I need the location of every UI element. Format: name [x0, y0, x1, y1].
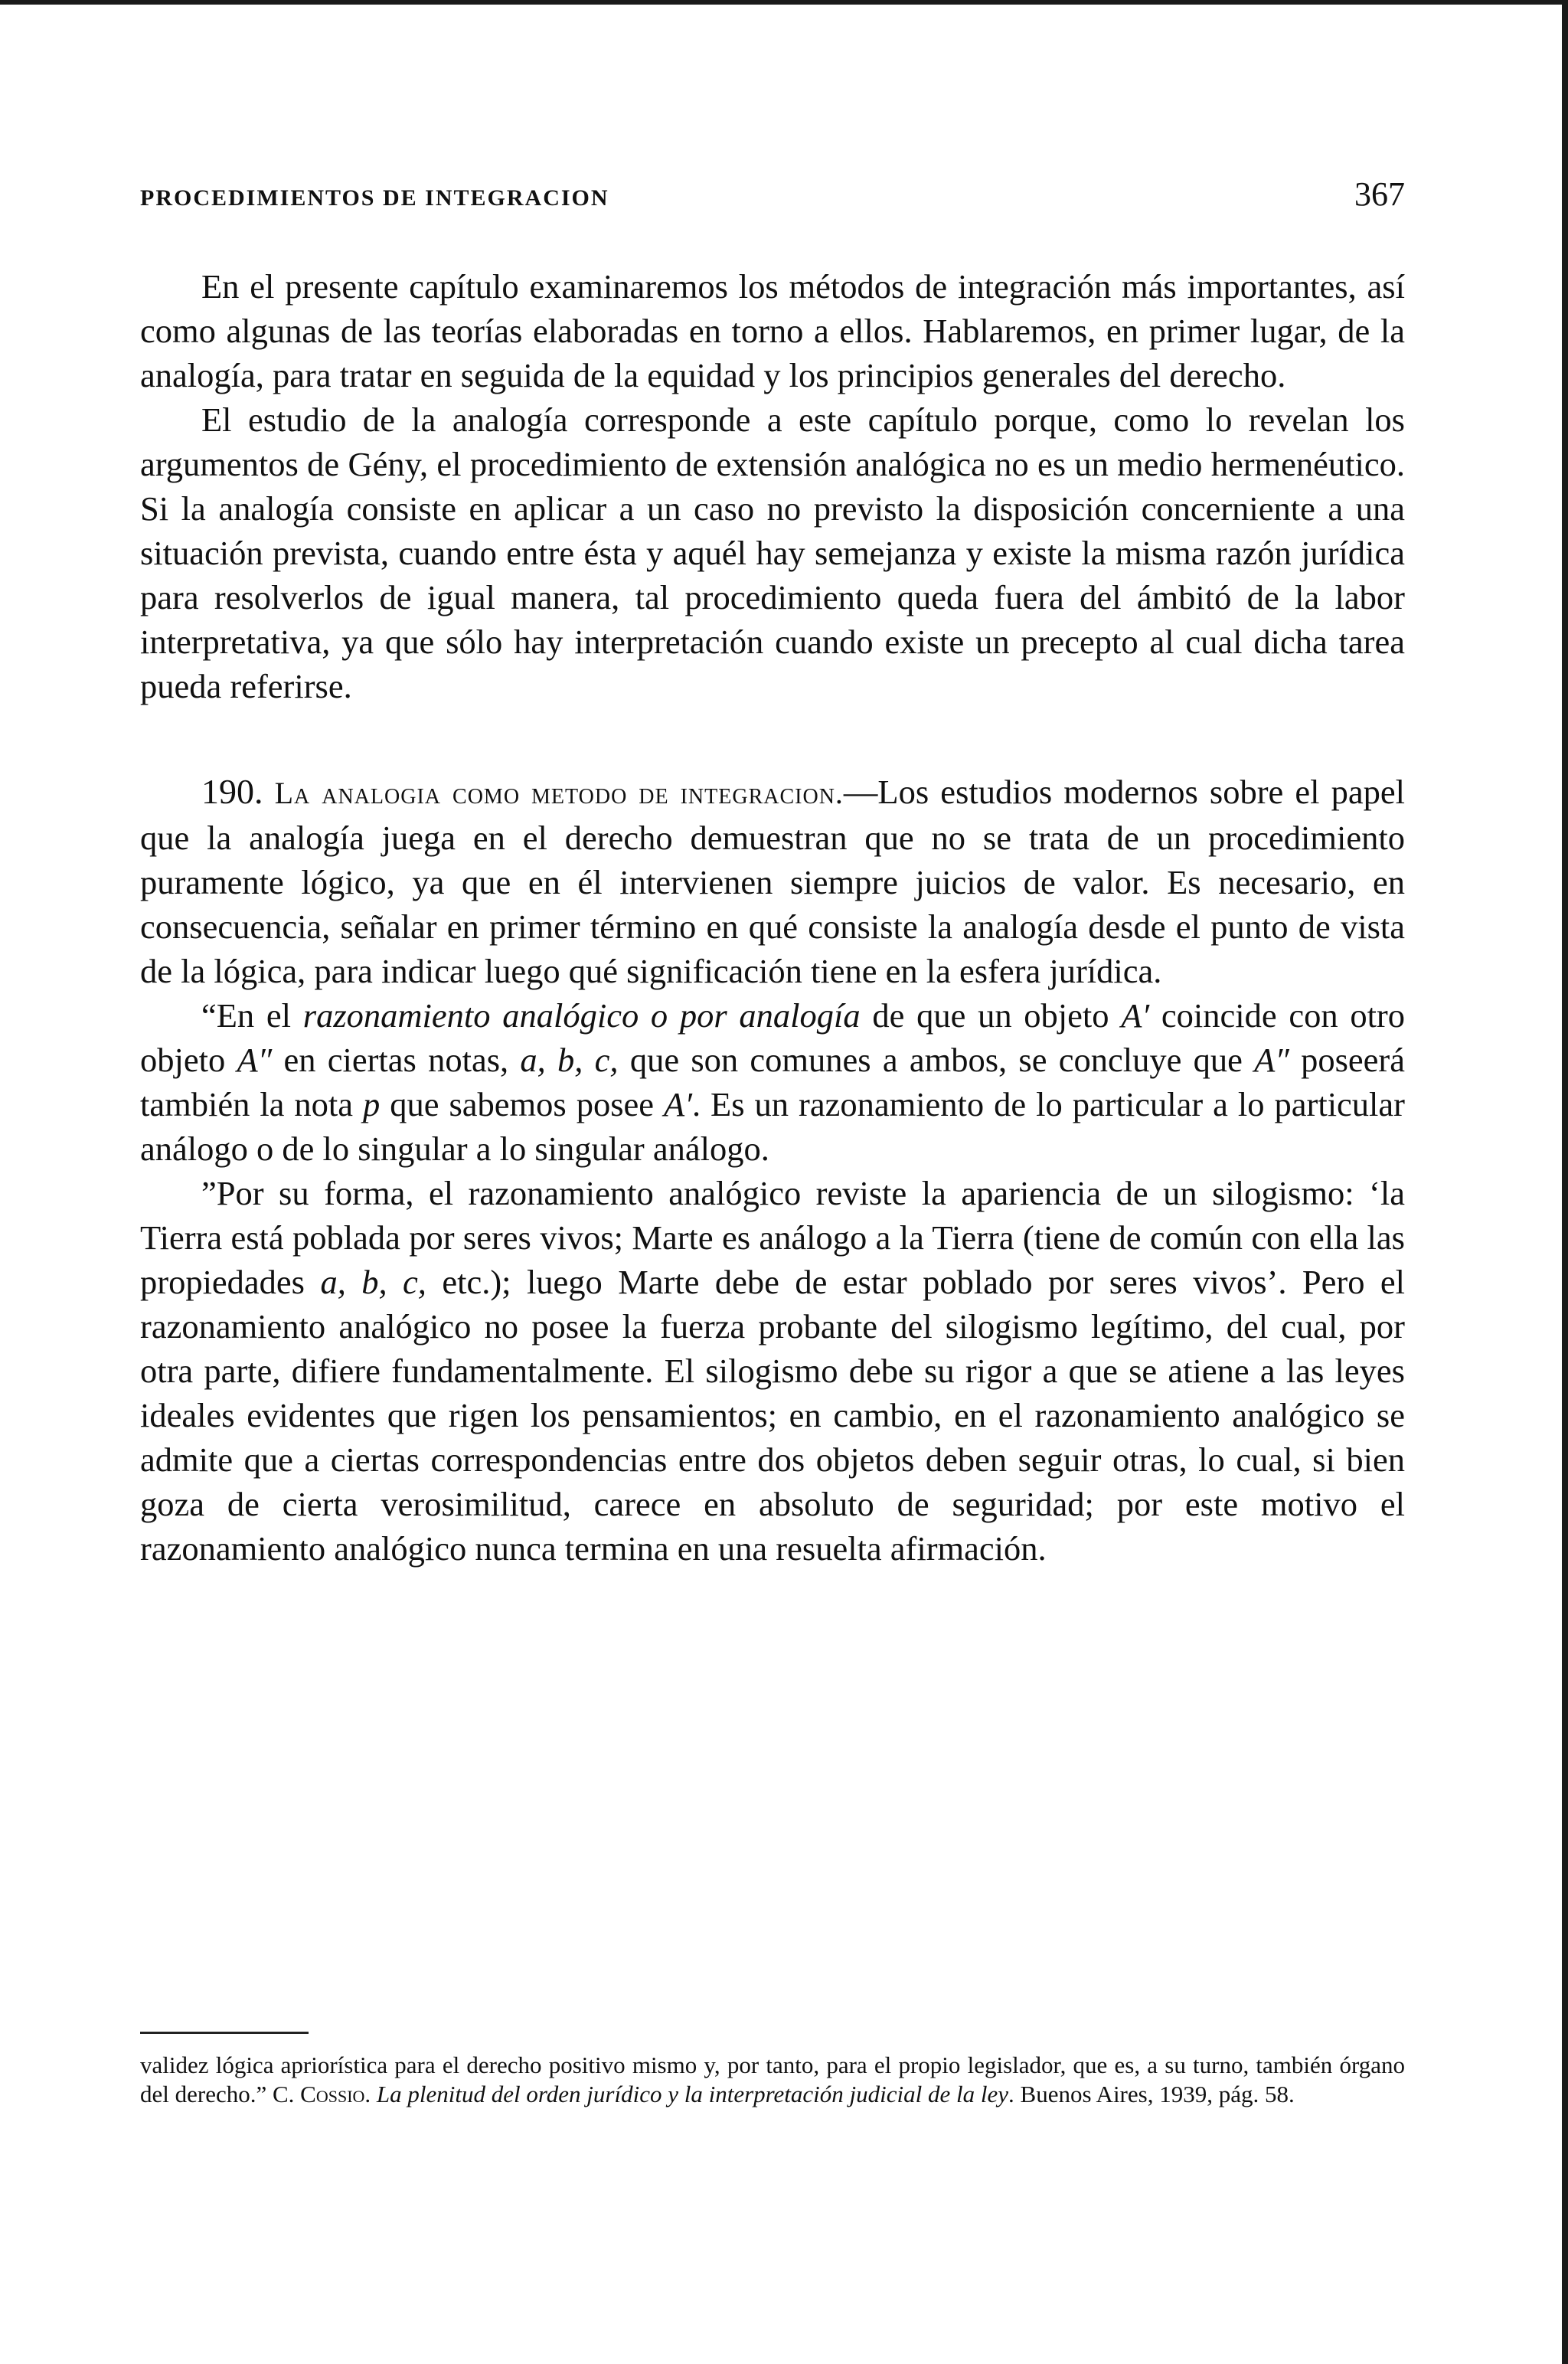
text-run: coincide con otro objeto: [140, 996, 1405, 1079]
page-edge-right: [1562, 0, 1568, 2364]
paragraph-quote-1: [140, 993, 1405, 1171]
footnote-rule: [140, 2032, 309, 2034]
text-run: . Es un razonamiento de lo particular a lo particular análogo o de lo singular a lo singular análogo.: [140, 1085, 1405, 1168]
main-text: [140, 264, 1405, 1571]
text-run: poseerá también la nota: [140, 1041, 1405, 1123]
text-run: validez lógica apriorística para el derecho positivo mismo y, por tanto, para el propio legislador, que es, a su turno, también órgano del derecho.” C.: [140, 2052, 1405, 2107]
italic-symbol: A′: [1121, 996, 1150, 1035]
text-run: que sabemos posee: [380, 1085, 665, 1123]
text-run: “En el: [201, 996, 303, 1035]
text-run: en ciertas notas,: [272, 1041, 521, 1079]
paragraph-analogy-study: El estudio de la analogía corresponde a este capítulo porque, como lo revelan los argumentos de Gény, el procedimiento de extensión analógica no es un medio hermenéutico. Si la analogía consiste en aplicar a un caso no previsto la disposición concerniente a una situación prevista, cuando entre ésta y aquél hay semejanza y existe la misma razón jurídica para resolverlos de igual manera, tal procedimiento queda fuera del ámbitó de la labor interpretativa, ya que sólo hay interpretación cuando existe un precepto al cual dicha tarea pueda referirse.: [140, 401, 1405, 705]
book-title: La plenitud del orden jurídico y la interpretación judicial de la ley: [376, 2081, 1009, 2107]
italic-term: razonamiento analógico o por analogía: [302, 996, 861, 1035]
section-190: [140, 770, 1405, 993]
italic-symbol: p: [363, 1085, 381, 1123]
page-number: 367: [1354, 175, 1405, 213]
italic-symbol: A″: [237, 1041, 273, 1079]
running-head: PROCEDIMIENTOS DE INTEGRACION: [140, 185, 609, 211]
italic-symbol: a, b, c,: [320, 1263, 426, 1301]
section-number: 190.: [201, 772, 263, 811]
page-edge-top: [0, 0, 1568, 5]
section-title: La analogia como metodo de integracion.: [274, 776, 844, 810]
text-run: etc.); luego Marte debe de estar poblado por seres vivos’. Pero el razonamiento analógico no posee la fuerza probante del silogismo legítimo, del cual, por otra parte, difiere fundamentalmente. El silogismo debe su rigor a que se atiene a las leyes ideales evidentes que rigen los pensamientos; en cambio, en el razonamiento analógico se admite que a ciertas correspondencias entre dos objetos deben seguir otras, lo cual, si bien goza de cierta verosimilitud, carece en absoluto de seguridad; por este motivo el razonamiento analógico nunca termina en una resuelta afirmación.: [140, 1263, 1405, 1568]
italic-symbol: a, b, c,: [520, 1041, 619, 1079]
text-run: que son comunes a ambos, se concluye que: [618, 1041, 1255, 1079]
footnote: [140, 2051, 1405, 2109]
page-header: [140, 175, 1405, 214]
paragraph-intro: En el presente capítulo examinaremos los métodos de integración más importantes, así como algunas de las teorías elaboradas en torno a ellos. Hablaremos, en primer lugar, de la analogía, para tratar en seguida de la equidad y los principios generales del derecho.: [140, 267, 1405, 394]
text-run: .: [364, 2081, 377, 2107]
text-run: de que un objeto: [860, 996, 1122, 1035]
text-run: ”Por su forma, el razonamiento analógico reviste la apariencia de un silogismo: ‘la Tierra está poblada por seres vivos; Marte es análogo a la Tierra (tiene de común con ella las propiedades: [140, 1174, 1405, 1301]
italic-symbol: A′: [664, 1085, 692, 1123]
author-name: Cossio: [300, 2081, 365, 2107]
italic-symbol: A″: [1254, 1041, 1289, 1079]
text-run: . Buenos Aires, 1939, pág. 58.: [1008, 2081, 1295, 2107]
section-text: —Los estudios modernos sobre el papel que la analogía juega en el derecho demuestran que no se trata de un procedimiento puramente lógico, ya que en él intervienen siempre juicios de valor. Es necesario, en consecuencia, señalar en primer término en qué consiste la analogía desde el punto de vista de la lógica, para indicar luego qué significación tiene en la esfera jurídica.: [140, 773, 1406, 990]
paragraph-quote-2: [140, 1171, 1405, 1571]
